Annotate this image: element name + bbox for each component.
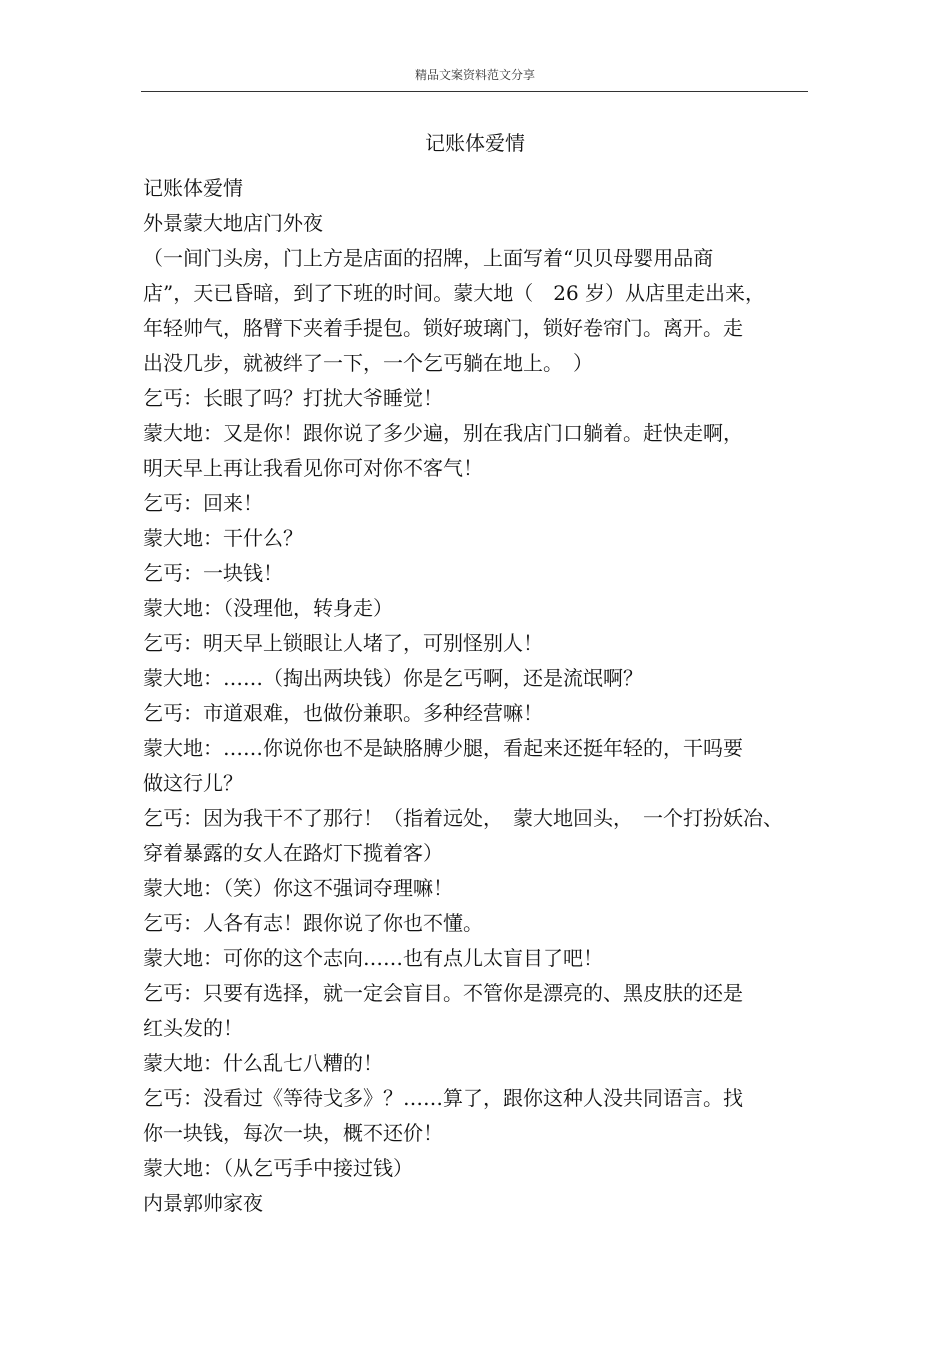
text-line: 乞丐：一块钱！ [143,561,283,585]
text-line: 店”，天已昏暗，到了下班的时间。蒙大地（ 26 岁）从店里走出来， [143,281,766,305]
text-line: 出没几步，就被绊了一下，一个乞丐躺在地上。 ） [143,351,593,375]
text-line: 记账体爱情 [143,176,243,200]
text-line: 年轻帅气，胳臂下夹着手提包。锁好玻璃门，锁好卷帘门。离开。走 [143,316,743,340]
text-line: 你一块钱，每次一块，概不还价！ [143,1121,443,1145]
text-line: 穿着暴露的女人在路灯下揽着客） [143,841,443,865]
text-line: 蒙大地：……你说你也不是缺胳膊少腿，看起来还挺年轻的，干吗要 [143,736,743,760]
text-line: 乞丐：长眼了吗？打扰大爷睡觉！ [143,386,443,410]
text-line: 乞丐：人各有志！跟你说了你也不懂。 [143,911,483,935]
text-line: 蒙大地：（从乞丐手中接过钱） [143,1156,413,1180]
text-line: 明天早上再让我看见你可对你不客气！ [143,456,483,480]
text-line: 乞丐：只要有选择，就一定会盲目。不管你是漂亮的、黑皮肤的还是 [143,981,743,1005]
text-line: 蒙大地：（没理他，转身走） [143,596,393,620]
text-line: 外景蒙大地店门外夜 [143,211,323,235]
text-line: 蒙大地：什么乱七八糟的！ [143,1051,383,1075]
text-line: 内景郭帅家夜 [143,1191,263,1215]
text-line: 蒙大地：又是你！跟你说了多少遍，别在我店门口躺着。赶快走啊， [143,421,743,445]
page-header: 精品文案资料范文分享 [414,68,535,82]
text-line: 乞丐：回来！ [143,491,263,515]
text-line: 做这行儿？ [143,771,243,795]
text-line: 乞丐：因为我干不了那行！（指着远处， 蒙大地回头， 一个打扮妖冶、 [143,806,783,830]
text-line: 蒙大地：……（掏出两块钱）你是乞丐啊，还是流氓啊？ [143,666,643,690]
text-line: 蒙大地：（笑）你这不强词夺理嘛！ [143,876,453,900]
text-line: 蒙大地：可你的这个志向……也有点儿太盲目了吧！ [143,946,603,970]
text-line: （一间门头房，门上方是店面的招牌，上面写着“贝贝母婴用品商 [143,246,714,270]
document-body [143,171,783,1221]
text-line: 乞丐：没看过《等待戈多》？……算了，跟你这种人没共同语言。找 [143,1086,743,1110]
text-line: 乞丐：市道艰难，也做份兼职。多种经营嘛！ [143,701,543,725]
text-line: 蒙大地：干什么？ [143,526,303,550]
text-line: 乞丐：明天早上锁眼让人堵了，可别怪别人！ [143,631,543,655]
header-divider [141,91,808,92]
text-line: 红头发的！ [143,1016,243,1040]
document-title: 记账体爱情 [425,131,525,155]
